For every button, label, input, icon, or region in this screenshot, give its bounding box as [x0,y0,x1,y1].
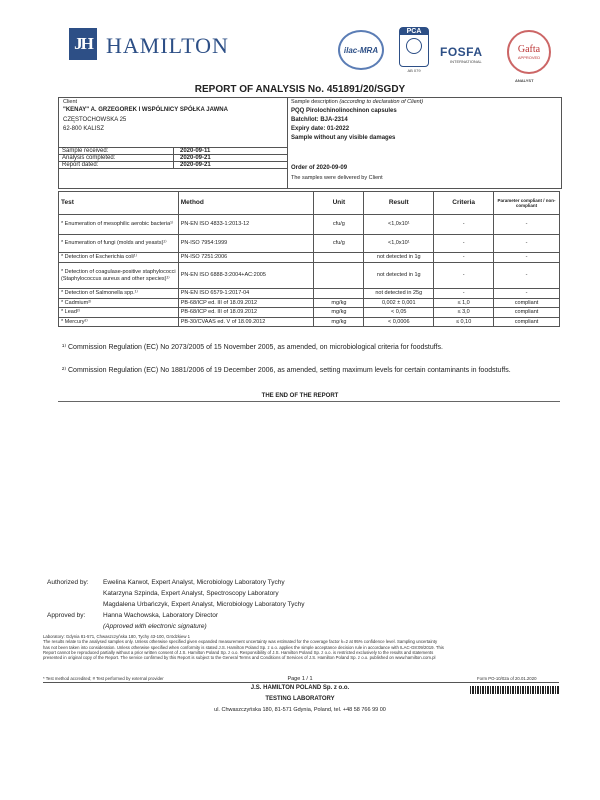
fine-print [43,634,563,661]
testing-laboratory: TESTING LABORATORY [265,696,335,702]
header-test: Test [59,192,179,215]
sample-order: Order of 2020-09-09 [291,165,348,171]
cell-unit: mg/kg [314,299,364,308]
cell-criteria: - [434,263,494,289]
cell-compliance: - [494,263,560,289]
table-row [59,299,560,308]
cell-criteria: - [434,235,494,253]
authorized-person-2: Katarzyna Szpinda, Expert Analyst, Spectroscopy Laboratory [103,590,279,597]
cell-unit [314,289,364,299]
company-address: ul. Chwaszczyńska 180, 81-571 Gdynia, Poland, tel. +48 58 766 99 00 [214,707,386,713]
barcode [470,686,560,694]
cell-test: * Enumeration of fungi (molds and yeasts)¹⁾ [59,235,179,253]
footer-divider [43,682,559,683]
table-row [59,317,560,326]
cell-unit: cfu/g [314,235,364,253]
pca-text: PCA [400,28,428,35]
authorized-person-3: Magdalena Urbańczyk, Expert Analyst, Microbiology Laboratory Tychy [103,601,305,608]
client-name: "KENAY" A. GRZEGOREK I WSPÓLNICY SPÓŁKA JAWNA [63,107,228,113]
table-row [59,215,560,235]
hamilton-logo-text: HAMILTON [106,33,229,58]
cell-method: PN-EN ISO 6579-1:2017-04 [178,289,314,299]
fine-print-line: presented in original copy of the Report. The service confirmed by this Report is subject to the General Terms and Conditions of Services of J.S. Hamilton Poland Sp. z o.o. published on www.hamilton.com.pl [43,655,436,661]
cell-criteria: - [434,289,494,299]
ilac-mra-text: ilac-MRA [343,45,379,55]
cell-method: PB-30/CVAAS ed. V of 18.09.2012 [178,317,314,326]
pca-emblem-icon [406,38,422,54]
sample-label: Sample description [291,99,338,105]
fosfa-logo: FOSFA [440,45,483,59]
sample-delivery: The samples were delivered by Client [291,175,383,181]
hamilton-logo-mark: JH [69,28,97,60]
form-number: Form PO-10/02a of 20.01.2020 [477,676,537,681]
approved-person: Hanna Wachowska, Laboratory Director [103,612,219,619]
cell-compliance: - [494,215,560,235]
approved-note: (Approved with electronic signature) [103,623,207,630]
header-unit: Unit [314,192,364,215]
cell-unit: cfu/g [314,215,364,235]
client-sample-box [58,97,562,189]
table-row [59,253,560,263]
cell-result: not detected in 25g [364,289,434,299]
sample-description: PQQ Pirolochinolinochinon capsules [291,108,397,114]
cell-result: not detected in 1g [364,253,434,263]
cell-result: <1,0x10¹ [364,235,434,253]
divider [58,401,560,402]
cell-test: * Detection of coagulase-positive staphylococci (Staphylococcus aureus and other species)¹⁾ [59,263,179,289]
authorized-person-1: Ewelina Karwot, Expert Analyst, Microbiology Laboratory Tychy [103,579,285,586]
date-label: Analysis completed: [59,155,174,162]
cell-compliance: - [494,253,560,263]
header-criteria: Criteria [434,192,494,215]
client-street: CZĘSTOCHOWSKA 25 [63,117,127,123]
cell-result: <1,0x10¹ [364,215,434,235]
sample-condition: Sample without any visible damages [291,135,396,141]
client-city: 62-800 KALISZ [63,126,105,132]
pca-logo [398,27,430,73]
ilac-mra-logo [338,30,384,70]
cell-test: * Detection of Salmonella spp.¹⁾ [59,289,179,299]
cell-test: * Enumeration of mesophilic aerobic bacteria¹⁾ [59,215,179,235]
pca-number: AB 079 [407,68,421,73]
authorized-label: Authorized by: [47,579,89,586]
fosfa-subtitle: INTERNATIONAL [450,59,482,64]
cell-method: PN-ISO 7954:1999 [178,235,314,253]
dates-table [58,147,288,169]
date-row [59,162,288,169]
footer-legend: * Test method accredited; # Test performed by external provider [43,676,164,681]
client-label: Client [63,99,78,105]
cell-unit [314,263,364,289]
cell-criteria: - [434,253,494,263]
header-compliance: Parameter compliant / non-compliant [494,192,560,215]
gafta-approved: APPROVED [517,55,541,60]
cell-test: * Detection of Escherichia coli¹⁾ [59,253,179,263]
sample-label-line [291,99,423,105]
date-label: Report dated: [59,162,174,169]
cell-compliance: compliant [494,299,560,308]
date-value: 2020-09-21 [174,162,288,169]
footnote-1: ¹⁾ Commission Regulation (EC) No 2073/2005 of 15 November 2005, as amended, on microbiological criteria for foodstuffs. [62,344,443,351]
cell-unit [314,253,364,263]
cell-method: PB-68/ICP ed. III of 18.09.2012 [178,308,314,317]
fine-print-line: Report cannot be reproduced partially without a prior written consent of J.S. Hamilton Poland Sp. z o.o. Responsibility of J.S. Hamilton Poland Sp. z o.o. is restricted exclusively to the results and statements [43,650,434,656]
cell-result: 0,002 ± 0,001 [364,299,434,308]
cell-criteria: ≤ 3,0 [434,308,494,317]
report-title: REPORT OF ANALYSIS No. 451891/20/SGDY [194,84,406,95]
cell-criteria: ≤ 1,0 [434,299,494,308]
header-result: Result [364,192,434,215]
header-method: Method [178,192,314,215]
cell-compliance: - [494,289,560,299]
fine-print-line: Laboratory: Gdynia 81-571, Chwaszczyńska 180, Tychy 43-100, Grödzkiew 1 [43,634,191,639]
cell-result: < 0,0006 [364,317,434,326]
cell-criteria: - [434,215,494,235]
approved-label: Approved by: [47,612,86,619]
cell-unit: mg/kg [314,308,364,317]
cell-test: * Cadmium²⁾ [59,299,179,308]
sample-expiry: Expiry date: 01-2022 [291,126,350,132]
fine-print-line: has not been taken into consideration. Unless otherwise specified when conformity is stated J.S. Hamilton Poland Sp. z o.o. applies the simple acceptance decision rule in accordance with ILAC-G8:09/2019. This [43,644,444,650]
date-value: 2020-09-11 [174,148,288,155]
date-value: 2020-09-21 [174,155,288,162]
table-row [59,235,560,253]
gafta-logo [507,30,551,74]
cell-criteria: ≤ 0,10 [434,317,494,326]
cell-compliance: compliant [494,308,560,317]
date-label: Sample received: [59,148,174,155]
cell-method: PN-EN ISO 4833-1:2013-12 [178,215,314,235]
cell-compliance: - [494,235,560,253]
cell-unit: mg/kg [314,317,364,326]
cell-method: PN-ISO 7251:2006 [178,253,314,263]
authorization-block [47,577,304,632]
gafta-text: Gafta [517,44,541,55]
page-number: Page 1 / 1 [287,676,313,682]
table-row [59,289,560,299]
table-row [59,263,560,289]
sample-label-note: (according to declaration of Client) [339,99,424,105]
table-header-row [59,192,560,215]
table-row [59,308,560,317]
footnote-2: ²⁾ Commission Regulation (EC) No 1881/2006 of 19 December 2006, as amended, setting maximum levels for certain contaminants in foodstuffs. [62,367,511,374]
cell-method: PB-68/ICP ed. III of 18.09.2012 [178,299,314,308]
results-table [58,191,560,327]
company-name: J.S. HAMILTON POLAND Sp. z o.o. [250,685,350,691]
cell-test: * Mercury²⁾ [59,317,179,326]
date-row [59,155,288,162]
cell-test: * Lead²⁾ [59,308,179,317]
cell-result: not detected in 1g [364,263,434,289]
fine-print-line: The results relate to the analysed samples only. Unless otherwise specified given expanded measurement uncertainty was estimated for the coverage factor k=2 at 95% confidence level. Sampling uncertainty [43,639,438,645]
cell-result: < 0,05 [364,308,434,317]
end-of-report: THE END OF THE REPORT [261,393,339,399]
cell-method: PN-EN ISO 6888-3:2004+AC:2005 [178,263,314,289]
sample-batch: Batch/lot: BJA-2314 [291,117,348,123]
cell-compliance: compliant [494,317,560,326]
gafta-subtitle: ANALYST [515,78,534,83]
date-row [59,148,288,155]
